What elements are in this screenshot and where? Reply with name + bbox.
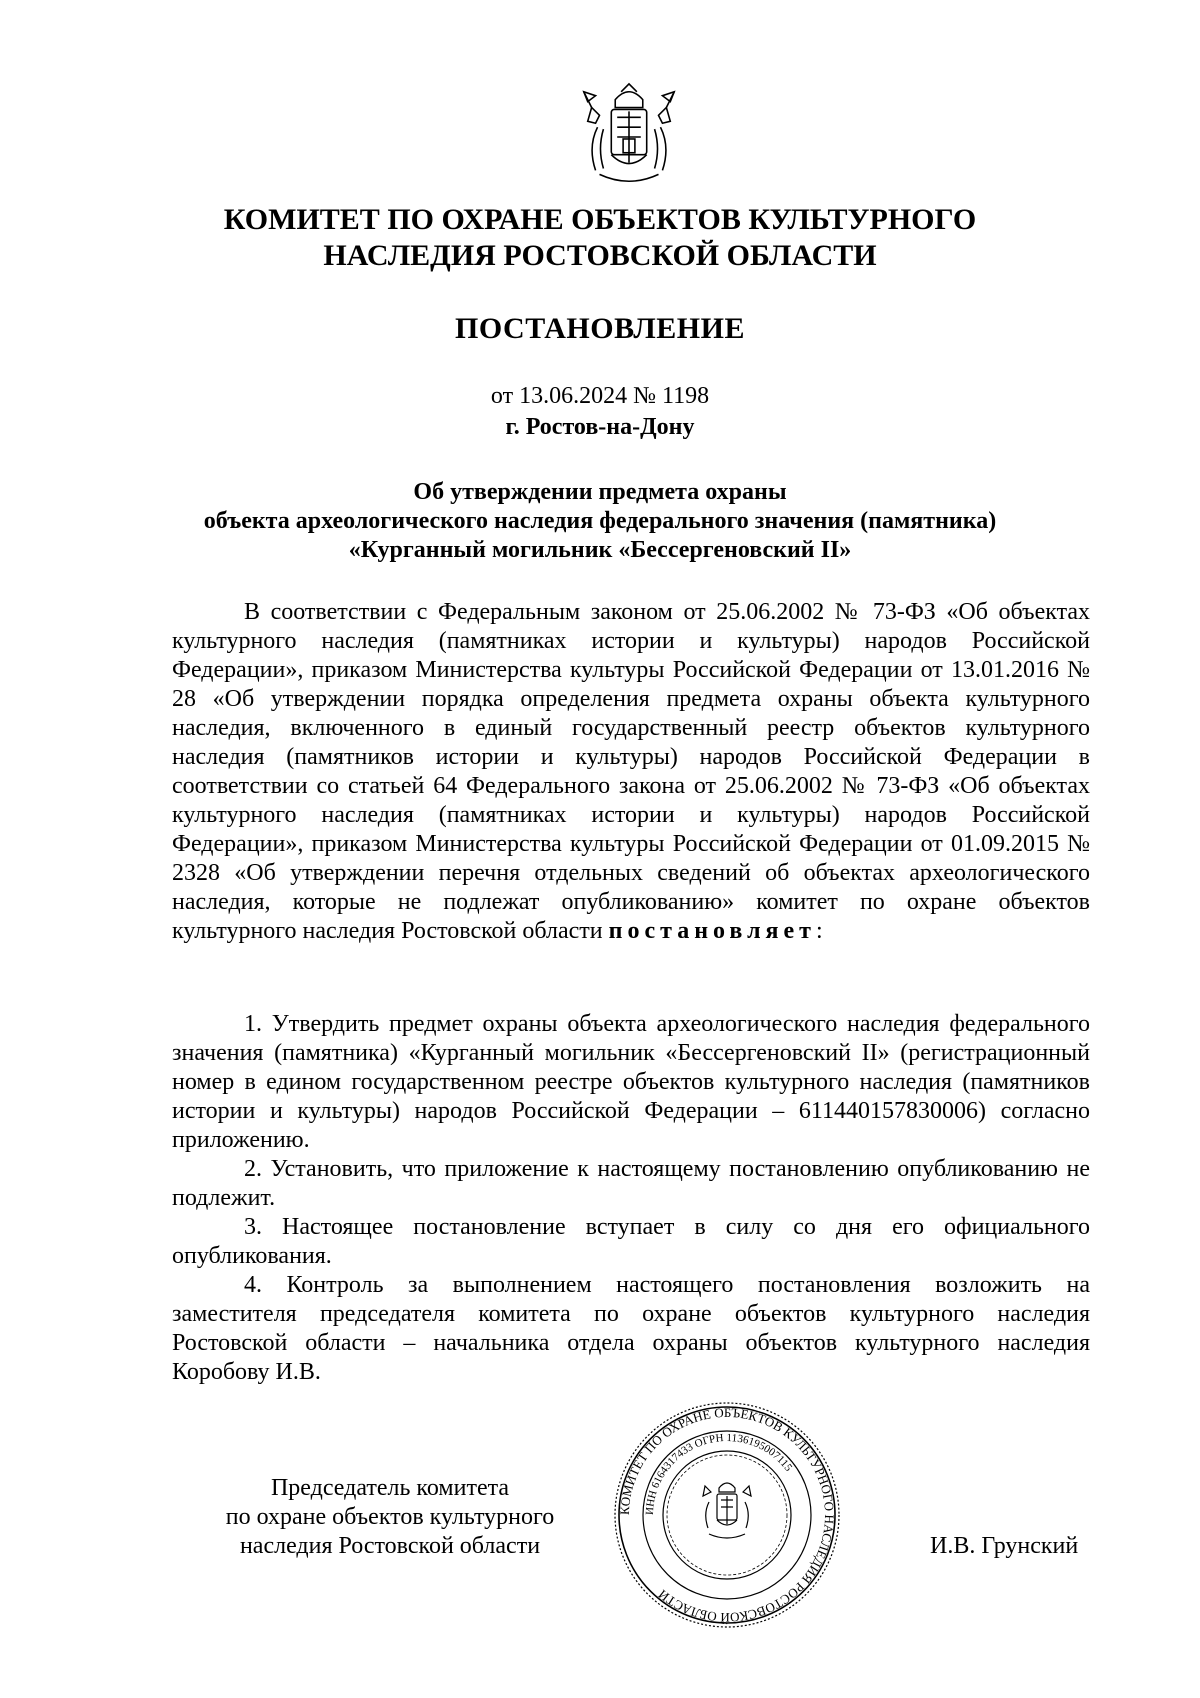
signer-title — [180, 1474, 600, 1561]
preamble — [172, 598, 1090, 946]
signer-title-line-1: Председатель комитета — [270, 1475, 510, 1501]
subject-line-2: объекта археологического наследия федерального значения (памятника) — [203, 508, 997, 534]
document-type: ПОСТАНОВЛЕНИЕ — [455, 312, 745, 345]
resolution-item-1: 1. Утвердить предмет охраны объекта археологического наследия федерального значения (памятника) «Курганный могильник «Бессергеновский II» (регистрационный номер в едином государственном реестре объектов культурного наследия (памятников истории и культуры) народов Российской Федерации – 611440157830006) согласно приложению. — [172, 1011, 1090, 1153]
document-subject — [0, 478, 1200, 565]
subject-line-3: «Курганный могильник «Бессергеновский II» — [348, 537, 852, 563]
resolution-items — [172, 1010, 1090, 1387]
date-number: от 13.06.2024 № 1198 — [490, 383, 710, 409]
resolves-word: постановляет — [608, 918, 816, 944]
official-seal-icon — [612, 1400, 842, 1630]
signer-title-line-3: наследия Ростовской области — [239, 1533, 541, 1559]
city: г. Ростов-на-Дону — [505, 414, 695, 440]
seal-inner-text: ИНН 6164317433 ОГРН 1136195007115 — [643, 1431, 795, 1516]
signer-title-line-2: по охране объектов культурного — [225, 1504, 555, 1530]
subject-line-1: Об утверждении предмета охраны — [413, 479, 787, 505]
signer-name: И.В. Грунский — [930, 1533, 1079, 1559]
coat-of-arms-icon — [570, 78, 688, 196]
resolution-item-4: 4. Контроль за выполнением настоящего постановления возложить на заместителя председателя комитета по охране объектов культурного наследия Ростовской области – начальника отдела охраны объектов культурного наследия Коробову И.В. — [172, 1272, 1090, 1385]
preamble-paragraph — [172, 598, 1090, 946]
seal-outer-text: КОМИТЕТ ПО ОХРАНЕ ОБЪЕКТОВ КУЛЬТУРНОГО НАСЛЕДИЯ РОСТОВСКОЙ ОБЛАСТИ — [616, 1404, 838, 1626]
org-line-2: НАСЛЕДИЯ РОСТОВСКОЙ ОБЛАСТИ — [323, 239, 877, 272]
org-line-1: КОМИТЕТ ПО ОХРАНЕ ОБЪЕКТОВ КУЛЬТУРНОГО — [223, 203, 977, 236]
organization-name — [0, 202, 1200, 274]
resolution-item-2: 2. Установить, что приложение к настоящему постановлению опубликованию не подлежит. — [172, 1156, 1090, 1211]
preamble-text: В соответствии с Федеральным законом от 25.06.2002 № 73-ФЗ «Об объектах культурного наследия (памятниках истории и культуры) народов Российской Федерации», приказом Министерства культуры Российской Федерации от 13.01.2016 № 28 «Об утверждении порядка определения предмета охраны объекта культурного наследия, включенного в единый государственный реестр объектов культурного наследия (памятников истории и культуры) народов Российской Федерации в соответствии со статьей 64 Федерального закона от 25.06.2002 № 73-ФЗ «Об объектах культурного наследия (памятниках истории и культуры) народов Российской Федерации», приказом Министерства культуры Российской Федерации от 01.09.2015 № 2328 «Об утверждении перечня отдельных сведений об объектах археологического наследия, которые не подлежат опубликованию» комитет по охране объектов культурного наследия Ростовской области — [172, 599, 1090, 944]
preamble-colon: : — [815, 918, 823, 944]
resolution-item-3: 3. Настоящее постановление вступает в силу со дня его официального опубликования. — [172, 1214, 1090, 1269]
